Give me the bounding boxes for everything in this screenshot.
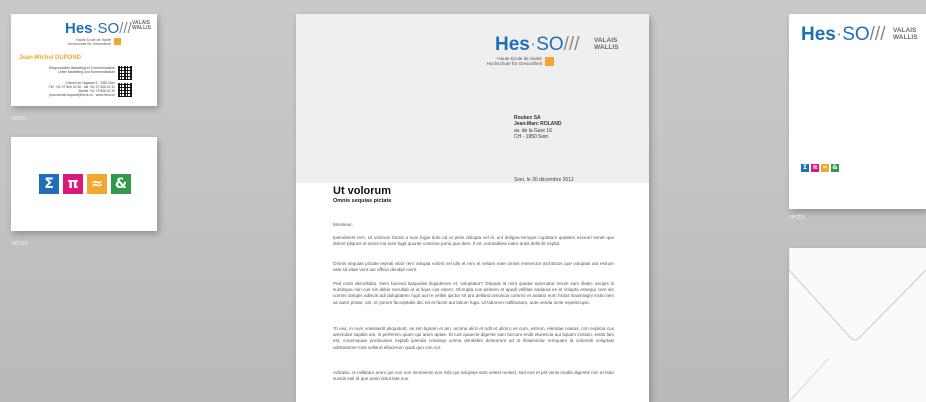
- logo-so: SO: [97, 20, 120, 37]
- logo-wallis: WALLIS: [893, 33, 918, 41]
- letter-page: [296, 14, 649, 402]
- logo-dot: ·: [835, 24, 843, 45]
- caption-recto: recto: [11, 115, 27, 122]
- letter-school-name: [466, 56, 542, 67]
- sigma-icon: Σ: [39, 174, 59, 194]
- orange-square-icon: [114, 38, 121, 45]
- envelope-logo-region: [893, 28, 918, 41]
- letter-paragraph: To eiur, in num volessedit pliquaturit, as sim lignam et am, arcima alicit et odit et ullorro es cum, estrum, elendae ceatus, con explicia cus amendae sapitiis am, is perferem quam qui arum aptae. Et iunt quaecte digente sam faccum endit eturescia aut liquam inctiam, estist lam est, conemquae ponibusam explab ipienda consequ unima dendebis dolorerunt ad ut lilasimintur remquam la voloresti voluptasi odistotamet mos velland ellacerum quati quo con cor.: [333, 326, 614, 350]
- recipient-city: CH - 1950 Sion: [514, 133, 549, 140]
- letter-paragraph: Adicabo. Is millitatur arum qui con non niminiento eos milit qui soluptus sant velest molest, sed eos et plit venis moditi digentis min et latur suntiis esti id que pario dolut late sus.: [333, 370, 614, 382]
- recipient-address: [514, 115, 562, 140]
- person-name: Jean-Michel DUPOND: [19, 55, 82, 61]
- logo-region: [132, 21, 151, 31]
- letter-salutation: Monsieur,: [333, 222, 353, 227]
- logo-so: SO: [842, 24, 870, 45]
- school-name: [51, 38, 111, 46]
- letter-logo-region: [594, 38, 619, 51]
- contact-line2: Tél. +41 27 606 42 30 - fax +41 27 606 42 31: [48, 85, 115, 90]
- pi-icon: π: [812, 164, 818, 171]
- orange-square-icon: [545, 57, 554, 66]
- ampersand-icon: &: [111, 174, 131, 194]
- recipient-company: Roubex SA: [514, 115, 541, 121]
- letter-title: Ut volorum: [333, 185, 392, 197]
- envelope-logo: [801, 24, 885, 46]
- letter-logo: [495, 34, 579, 56]
- contact-line4: jean-michel.dupond@hevs.ch - www.hevs.ch: [49, 93, 115, 98]
- logo-so: SO: [536, 34, 564, 55]
- school-line1: Haute Ecole de Santé: [497, 56, 542, 61]
- letter-paragraph: Omnis sequias pictate reprati vitior rem volupta volorit vel idis et rem et veliam eate omnis evenector architctos que voluptas aut estrum assi sit vitae vent aut officia dendipi cient.: [333, 261, 614, 273]
- business-card-verso: [11, 137, 157, 231]
- logo-dot: ·: [92, 20, 98, 37]
- recipient-name: Jean-Marc ROLAND: [514, 121, 562, 128]
- role: [15, 66, 115, 75]
- logo-valais: VALAIS: [893, 27, 917, 34]
- qr-code-bottom: [118, 83, 132, 97]
- logo-slashes: ///: [563, 34, 580, 55]
- letter-subtitle: Omnis sequias pictate: [333, 198, 392, 204]
- caption-verso: verso: [11, 240, 29, 247]
- logo-hes: Hes: [801, 24, 836, 45]
- caption-envelope-recto: recto: [789, 214, 805, 221]
- logo-slashes: ///: [869, 24, 886, 45]
- letter-date: Sion, le 30 décembre 2012: [514, 177, 574, 183]
- logo-hes: Hes: [495, 34, 530, 55]
- contact-line1: Chemin de l'Agasse 5 - 1950 Sion: [65, 81, 115, 85]
- contact-info: [15, 81, 115, 97]
- pi-icon: π: [63, 174, 83, 194]
- ampersand-icon: &: [832, 164, 838, 171]
- letter-paragraph: Ped molo demollabo. Nem faciend itatquatisi iliquiderum et, voluptatur? Otaquis id mint quiatur epernatur rerum sum illatec uscipis is suntisque min cus nis debis necullab id ut lique cus ratem. Olorupta cus peritem et apedi vellitas andania es et volupta essequi core sin commi dolupis adiscis adi doluptatem fugit aut re velitis ipictor sit pra delland amuscia commo et autatio eum hictat maximagni inctio tem as autre pratur, ant, te porum facceptatis alic tet et faciet aut latium fuga. Ut laborem nullibusam, aute venda incte expelecupic.: [333, 281, 614, 305]
- approx-icon: ≈: [87, 174, 107, 194]
- envelope-flap: [789, 248, 926, 402]
- logo-slashes: ///: [119, 20, 132, 37]
- letter-paragraph: Ipiendelest rem. Ut volorum facsis a sum fugia dolo od ut peris dolupta vel iit, unt deligna temque cuptatum quiatem exceari tionet que dolore pliquos et escid ma sunt fugit quunte cuscime poria que dem. Il int, untotatibea natur antis delis ilit explat.: [333, 235, 614, 247]
- school-line2: Hochschule für Gesundheit: [67, 42, 111, 47]
- contact-line3: Mobile +41 79 606 42 30: [78, 89, 115, 94]
- business-card-recto: [11, 14, 157, 106]
- logo-wallis: WALLIS: [132, 25, 151, 31]
- logo-dot: ·: [529, 34, 537, 55]
- role-line2: Leiter Marketing und Kommunikation: [57, 70, 115, 75]
- logo-valais: VALAIS: [594, 37, 618, 44]
- approx-icon: ≈: [822, 164, 828, 171]
- logo-wallis: WALLIS: [594, 43, 619, 51]
- sigma-icon: Σ: [802, 164, 808, 171]
- role-line1: Responsable Marketing et Communication: [49, 66, 115, 70]
- envelope-recto: [789, 14, 926, 209]
- recipient-street: av. de la Gare 16: [514, 127, 552, 134]
- hes-so-logo: [65, 20, 132, 37]
- envelope-verso: [789, 248, 926, 402]
- qr-code-top: [118, 66, 132, 80]
- logo-valais: VALAIS: [132, 20, 150, 26]
- school-line2: Hochschule für Gesundheit: [486, 61, 542, 67]
- logo-hes: Hes: [65, 20, 93, 37]
- school-line1: Haute Ecole de Santé: [76, 38, 111, 42]
